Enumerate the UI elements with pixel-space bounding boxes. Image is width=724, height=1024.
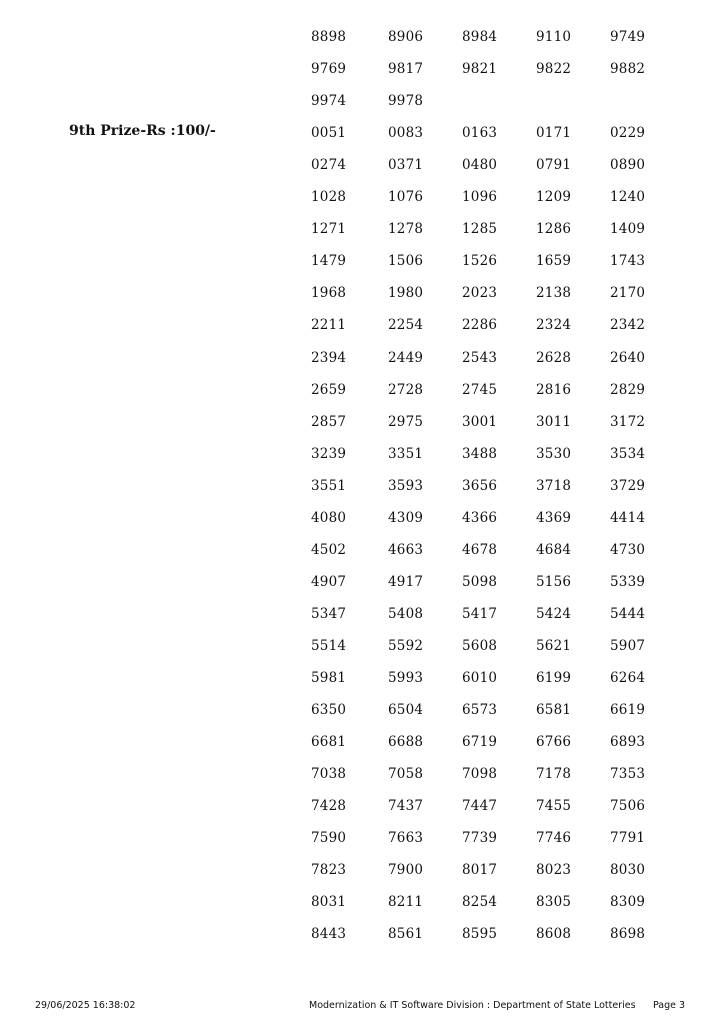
footer-page-number: Page 3 [653, 1000, 686, 1011]
ticket-number: 2975 [388, 414, 424, 430]
ticket-number: 7437 [388, 798, 424, 814]
ticket-number: 4502 [311, 542, 347, 558]
ticket-number: 8030 [610, 862, 646, 878]
ticket-number: 0051 [311, 125, 347, 141]
ticket-number: 7900 [388, 862, 424, 878]
ticket-number: 8698 [610, 926, 646, 942]
number-row [0, 93, 724, 113]
ticket-number: 2628 [536, 350, 572, 366]
ticket-number: 5592 [388, 638, 424, 654]
ticket-number: 6199 [536, 670, 572, 686]
ticket-number: 6688 [388, 734, 424, 750]
ticket-number: 5347 [311, 606, 347, 622]
number-row [0, 510, 724, 530]
ticket-number: 7663 [388, 830, 424, 846]
number-row [0, 253, 724, 273]
ticket-number: 2728 [388, 382, 424, 398]
page-footer [0, 1000, 724, 1016]
ticket-number: 1506 [388, 253, 424, 269]
ticket-number: 1659 [536, 253, 572, 269]
ticket-number: 1076 [388, 189, 424, 205]
ticket-number: 9769 [311, 61, 347, 77]
number-row [0, 125, 724, 145]
number-row [0, 638, 724, 658]
ticket-number: 2745 [462, 382, 498, 398]
ticket-number: 5417 [462, 606, 498, 622]
number-row [0, 734, 724, 754]
ticket-number: 6350 [311, 702, 347, 718]
ticket-number: 1409 [610, 221, 646, 237]
ticket-number: 2342 [610, 317, 646, 333]
ticket-number: 9882 [610, 61, 646, 77]
ticket-number: 7746 [536, 830, 572, 846]
ticket-number: 4684 [536, 542, 572, 558]
ticket-number: 4414 [610, 510, 646, 526]
ticket-number: 1209 [536, 189, 572, 205]
number-row [0, 157, 724, 177]
ticket-number: 5621 [536, 638, 572, 654]
ticket-number: 7447 [462, 798, 498, 814]
footer-timestamp: 29/06/2025 16:38:02 [35, 1000, 136, 1011]
ticket-number: 1278 [388, 221, 424, 237]
number-row [0, 766, 724, 786]
ticket-number: 3001 [462, 414, 498, 430]
ticket-number: 8984 [462, 29, 498, 45]
ticket-number: 2286 [462, 317, 498, 333]
ticket-number: 6504 [388, 702, 424, 718]
ticket-number: 4309 [388, 510, 424, 526]
ticket-number: 3593 [388, 478, 424, 494]
ticket-number: 2543 [462, 350, 498, 366]
ticket-number: 7178 [536, 766, 572, 782]
ticket-number: 9978 [388, 93, 424, 109]
ticket-number: 5408 [388, 606, 424, 622]
ticket-number: 1286 [536, 221, 572, 237]
ticket-number: 2170 [610, 285, 646, 301]
ticket-number: 2640 [610, 350, 646, 366]
ticket-number: 7590 [311, 830, 347, 846]
ticket-number: 1526 [462, 253, 498, 269]
ticket-number: 8017 [462, 862, 498, 878]
ticket-number: 0171 [536, 125, 572, 141]
ticket-number: 7098 [462, 766, 498, 782]
ticket-number: 1240 [610, 189, 646, 205]
ticket-number: 8608 [536, 926, 572, 942]
ticket-number: 3534 [610, 446, 646, 462]
ticket-number: 7058 [388, 766, 424, 782]
ticket-number: 5981 [311, 670, 347, 686]
ticket-number: 2138 [536, 285, 572, 301]
number-row [0, 798, 724, 818]
ticket-number: 8023 [536, 862, 572, 878]
ticket-number: 8898 [311, 29, 347, 45]
ticket-number: 8443 [311, 926, 347, 942]
ticket-number: 5098 [462, 574, 498, 590]
ticket-number: 2829 [610, 382, 646, 398]
ticket-number: 2659 [311, 382, 347, 398]
number-row [0, 382, 724, 402]
ticket-number: 0791 [536, 157, 572, 173]
ticket-number: 2449 [388, 350, 424, 366]
ticket-number: 7506 [610, 798, 646, 814]
number-row [0, 446, 724, 466]
ticket-number: 1743 [610, 253, 646, 269]
number-row [0, 414, 724, 434]
ticket-number: 3351 [388, 446, 424, 462]
ticket-number: 4907 [311, 574, 347, 590]
number-row [0, 574, 724, 594]
ticket-number: 3488 [462, 446, 498, 462]
ticket-number: 2394 [311, 350, 347, 366]
ticket-number: 3530 [536, 446, 572, 462]
ticket-number: 4369 [536, 510, 572, 526]
number-row [0, 670, 724, 690]
number-row [0, 862, 724, 882]
number-row [0, 29, 724, 49]
ticket-number: 8906 [388, 29, 424, 45]
ticket-number: 8211 [388, 894, 424, 910]
number-row [0, 478, 724, 498]
ticket-number: 4917 [388, 574, 424, 590]
ticket-number: 3656 [462, 478, 498, 494]
number-row [0, 221, 724, 241]
ticket-number: 5156 [536, 574, 572, 590]
ticket-number: 0083 [388, 125, 424, 141]
ticket-number: 6719 [462, 734, 498, 750]
ticket-number: 8595 [462, 926, 498, 942]
ticket-number: 6010 [462, 670, 498, 686]
ticket-number: 8031 [311, 894, 347, 910]
ticket-number: 1028 [311, 189, 347, 205]
ticket-number: 2211 [311, 317, 347, 333]
ticket-number: 7038 [311, 766, 347, 782]
ticket-number: 3551 [311, 478, 347, 494]
ticket-number: 3718 [536, 478, 572, 494]
ticket-number: 7791 [610, 830, 646, 846]
number-row [0, 606, 724, 626]
ticket-number: 1980 [388, 285, 424, 301]
ticket-number: 0229 [610, 125, 646, 141]
number-row [0, 894, 724, 914]
ticket-number: 4730 [610, 542, 646, 558]
ticket-number: 4663 [388, 542, 424, 558]
ticket-number: 1271 [311, 221, 347, 237]
ticket-number: 9821 [462, 61, 498, 77]
ticket-number: 3172 [610, 414, 646, 430]
prize-heading: 9th Prize-Rs :100/- [69, 123, 216, 139]
ticket-number: 0371 [388, 157, 424, 173]
ticket-number: 0480 [462, 157, 498, 173]
ticket-number: 5339 [610, 574, 646, 590]
ticket-number: 2324 [536, 317, 572, 333]
ticket-number: 9817 [388, 61, 424, 77]
ticket-number: 5993 [388, 670, 424, 686]
ticket-number: 8561 [388, 926, 424, 942]
number-row [0, 926, 724, 946]
ticket-number: 0163 [462, 125, 498, 141]
ticket-number: 9974 [311, 93, 347, 109]
number-row [0, 350, 724, 370]
ticket-number: 5907 [610, 638, 646, 654]
ticket-number: 6681 [311, 734, 347, 750]
ticket-number: 3239 [311, 446, 347, 462]
ticket-number: 5444 [610, 606, 646, 622]
ticket-number: 7739 [462, 830, 498, 846]
ticket-number: 3011 [536, 414, 572, 430]
ticket-number: 6264 [610, 670, 646, 686]
ticket-number: 3729 [610, 478, 646, 494]
ticket-number: 7823 [311, 862, 347, 878]
ticket-number: 7428 [311, 798, 347, 814]
number-row [0, 285, 724, 305]
ticket-number: 6581 [536, 702, 572, 718]
number-row [0, 542, 724, 562]
ticket-number: 8254 [462, 894, 498, 910]
ticket-number: 9822 [536, 61, 572, 77]
ticket-number: 1479 [311, 253, 347, 269]
number-row [0, 830, 724, 850]
number-row [0, 61, 724, 81]
ticket-number: 8305 [536, 894, 572, 910]
ticket-number: 6766 [536, 734, 572, 750]
ticket-number: 1968 [311, 285, 347, 301]
number-row [0, 702, 724, 722]
number-row [0, 317, 724, 337]
ticket-number: 6893 [610, 734, 646, 750]
ticket-number: 0274 [311, 157, 347, 173]
ticket-number: 2023 [462, 285, 498, 301]
ticket-number: 4366 [462, 510, 498, 526]
ticket-number: 8309 [610, 894, 646, 910]
ticket-number: 9110 [536, 29, 572, 45]
ticket-number: 2254 [388, 317, 424, 333]
ticket-number: 7353 [610, 766, 646, 782]
ticket-number: 6619 [610, 702, 646, 718]
ticket-number: 2857 [311, 414, 347, 430]
ticket-number: 7455 [536, 798, 572, 814]
ticket-number: 2816 [536, 382, 572, 398]
ticket-number: 6573 [462, 702, 498, 718]
ticket-number: 1285 [462, 221, 498, 237]
footer-division: Modernization & IT Software Division : Department of State Lotteries [309, 1000, 636, 1011]
ticket-number: 5514 [311, 638, 347, 654]
ticket-number: 9749 [610, 29, 646, 45]
ticket-number: 4080 [311, 510, 347, 526]
ticket-number: 4678 [462, 542, 498, 558]
ticket-number: 5608 [462, 638, 498, 654]
ticket-number: 5424 [536, 606, 572, 622]
ticket-number: 0890 [610, 157, 646, 173]
number-row [0, 189, 724, 209]
ticket-number: 1096 [462, 189, 498, 205]
